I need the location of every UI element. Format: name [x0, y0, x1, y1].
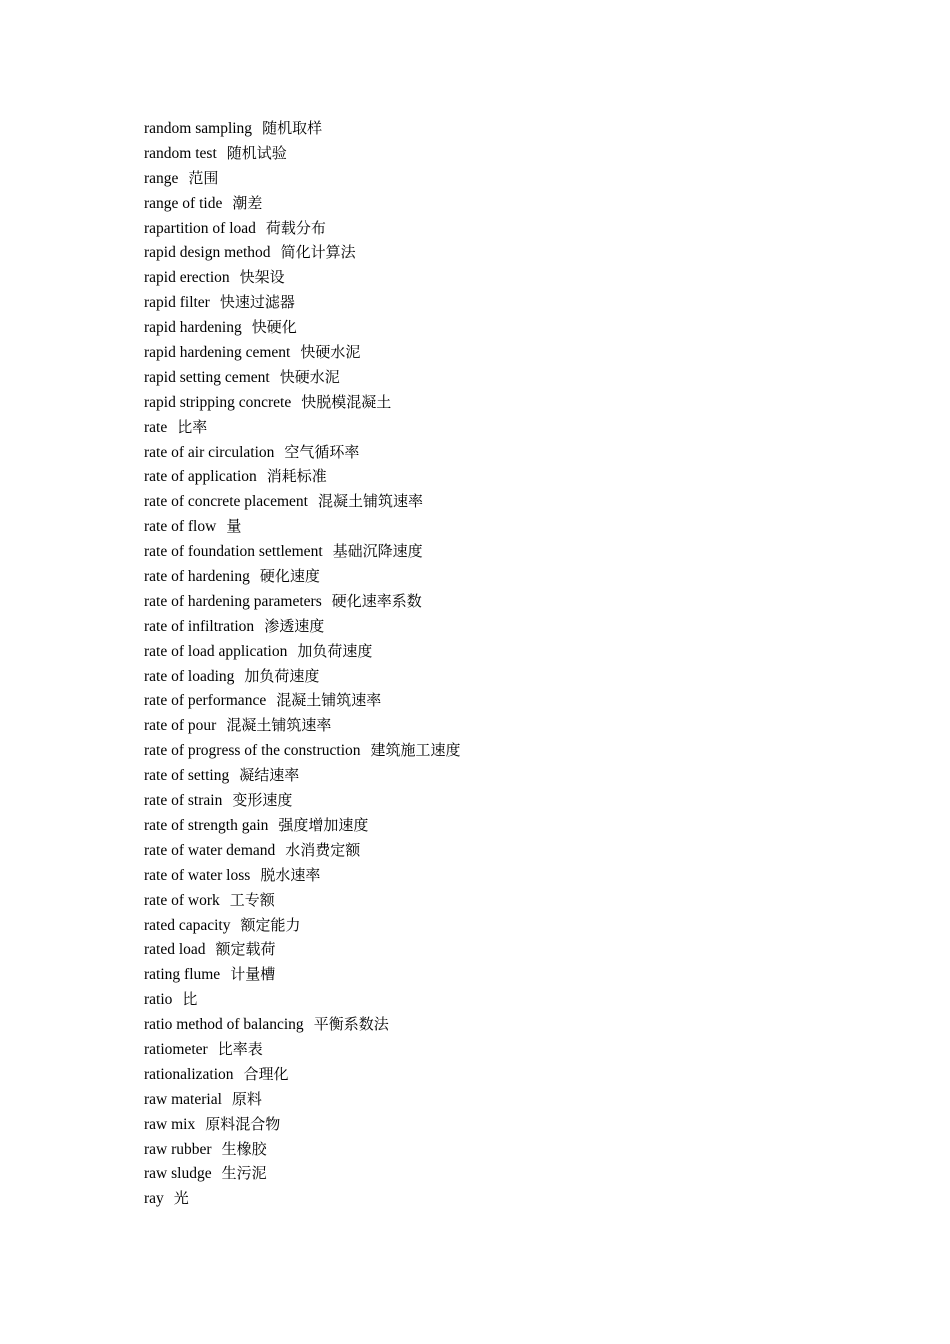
entry-translation: 快硬水泥 — [300, 343, 361, 362]
entry-term: rapid stripping concrete — [144, 393, 292, 411]
entry-term: range — [144, 169, 179, 187]
entry-term: rate of water demand — [144, 841, 276, 859]
entry-translation: 随机取样 — [262, 119, 323, 137]
entry-term: rating flume — [144, 966, 221, 984]
entry-term: rate of hardening parameters — [144, 592, 322, 610]
entry-term: rate of water loss — [144, 866, 251, 884]
entry-translation: 比率表 — [217, 1039, 263, 1058]
glossary-entry — [144, 738, 461, 763]
glossary-entry — [144, 987, 461, 1012]
glossary-entry — [144, 440, 461, 465]
glossary-entry — [144, 514, 461, 539]
glossary-entry — [144, 713, 461, 738]
entry-translation: 随机试验 — [226, 143, 287, 162]
glossary-entry — [144, 415, 461, 440]
entry-translation: 光 — [173, 1189, 189, 1208]
entry-translation: 脱水速率 — [260, 865, 321, 884]
entry-term: rate of progress of the construction — [144, 742, 361, 760]
entry-term: rapartition of load — [144, 219, 256, 237]
glossary-entry — [144, 863, 461, 888]
glossary-entry — [144, 813, 461, 838]
glossary-entry — [144, 365, 461, 390]
entry-term: rate of infiltration — [144, 617, 255, 635]
glossary-entry — [144, 1087, 461, 1112]
glossary-entry — [144, 838, 461, 863]
entry-term: rate of load application — [144, 642, 288, 660]
entry-translation: 快硬化 — [251, 318, 297, 337]
glossary-entry — [144, 1112, 461, 1137]
entry-term: rate of hardening — [144, 568, 250, 586]
entry-translation: 额定载荷 — [215, 940, 276, 959]
entry-term: rapid setting cement — [144, 368, 270, 386]
entry-term: rate of strength gain — [144, 816, 269, 834]
entry-term: rapid hardening cement — [144, 344, 291, 362]
entry-translation: 硬化速率系数 — [331, 591, 422, 610]
entry-translation: 生橡胶 — [221, 1139, 267, 1158]
glossary-entry — [144, 315, 461, 340]
entry-translation: 原料 — [231, 1089, 262, 1108]
entry-term: range of tide — [144, 194, 223, 212]
entry-term: ray — [144, 1190, 164, 1208]
glossary-entry — [144, 539, 461, 564]
glossary-entry — [144, 1186, 461, 1211]
glossary-entry — [144, 1161, 461, 1186]
entry-translation: 凝结速率 — [239, 766, 300, 785]
glossary-entry — [144, 614, 461, 639]
glossary-entry — [144, 937, 461, 962]
entry-translation: 量 — [226, 517, 242, 536]
glossary-entry — [144, 141, 461, 166]
entry-term: rate of work — [144, 891, 220, 909]
glossary-entry — [144, 290, 461, 315]
glossary-entry — [144, 788, 461, 813]
entry-translation: 快脱模混凝土 — [301, 392, 392, 411]
entry-translation: 快速过滤器 — [219, 293, 295, 312]
glossary-entry — [144, 390, 461, 415]
glossary-entry — [144, 1012, 461, 1037]
entry-term: rated load — [144, 941, 206, 959]
glossary-entry — [144, 589, 461, 614]
glossary-entry — [144, 1137, 461, 1162]
entry-term: random test — [144, 144, 217, 162]
glossary-entry — [144, 1062, 461, 1087]
entry-translation: 范围 — [188, 168, 219, 187]
glossary-entry — [144, 116, 461, 141]
glossary-entry — [144, 1037, 461, 1062]
entry-translation: 比 — [182, 990, 198, 1009]
glossary-entry — [144, 191, 461, 216]
entry-translation: 原料混合物 — [205, 1114, 281, 1133]
entry-translation: 比率 — [177, 417, 208, 436]
glossary-entry — [144, 240, 461, 265]
glossary-entry — [144, 265, 461, 290]
entry-translation: 加负荷速度 — [297, 641, 373, 660]
entry-term: rate of setting — [144, 767, 230, 785]
entry-translation: 基础沉降速度 — [332, 542, 423, 561]
entry-translation: 荷载分布 — [265, 218, 326, 237]
entry-term: rated capacity — [144, 916, 231, 934]
entry-translation: 合理化 — [243, 1064, 289, 1083]
entry-term: rapid design method — [144, 244, 271, 262]
entry-translation: 混凝土铺筑速率 — [226, 716, 332, 735]
entry-term: raw mix — [144, 1115, 196, 1133]
entry-term: raw sludge — [144, 1165, 212, 1183]
entry-translation: 混凝土铺筑速率 — [276, 691, 382, 710]
entry-translation: 消耗标准 — [266, 467, 327, 486]
entry-term: rate of application — [144, 468, 257, 486]
glossary-entry — [144, 688, 461, 713]
glossary-entry — [144, 340, 461, 365]
entry-term: rationalization — [144, 1065, 234, 1083]
glossary-entry — [144, 664, 461, 689]
entry-term: rate of performance — [144, 692, 267, 710]
glossary-entry — [144, 888, 461, 913]
glossary-entry — [144, 216, 461, 241]
entry-term: rate of loading — [144, 667, 235, 685]
entry-translation: 硬化速度 — [259, 567, 320, 586]
entry-term: ratiometer — [144, 1040, 208, 1058]
entry-term: rapid filter — [144, 294, 210, 312]
entry-term: random sampling — [144, 120, 253, 137]
entry-translation: 简化计算法 — [280, 243, 356, 262]
entry-term: rapid hardening — [144, 319, 242, 337]
entry-term: raw material — [144, 1090, 222, 1108]
entry-term: rate — [144, 418, 168, 436]
entry-term: ratio — [144, 991, 173, 1009]
glossary-entry — [144, 166, 461, 191]
entry-translation: 生污泥 — [221, 1164, 267, 1183]
glossary-entry — [144, 763, 461, 788]
entry-term: raw rubber — [144, 1140, 212, 1158]
entry-translation: 工专额 — [229, 890, 275, 909]
entry-translation: 混凝土铺筑速率 — [317, 492, 423, 511]
entry-term: rate of foundation settlement — [144, 543, 323, 561]
glossary-entry — [144, 639, 461, 664]
glossary-list — [144, 116, 461, 1211]
entry-term: rate of air circulation — [144, 443, 275, 461]
glossary-entry — [144, 564, 461, 589]
glossary-entry — [144, 464, 461, 489]
entry-term: rate of strain — [144, 792, 223, 810]
entry-translation: 快硬水泥 — [279, 367, 340, 386]
entry-translation: 强度增加速度 — [278, 815, 369, 834]
entry-translation: 建筑施工速度 — [370, 741, 461, 760]
entry-term: rate of pour — [144, 717, 217, 735]
entry-translation: 渗透速度 — [264, 616, 325, 635]
entry-term: rapid erection — [144, 269, 230, 287]
entry-translation: 加负荷速度 — [244, 666, 320, 685]
entry-translation: 额定能力 — [240, 915, 301, 934]
entry-translation: 潮差 — [232, 193, 263, 212]
glossary-entry — [144, 489, 461, 514]
glossary-entry — [144, 962, 461, 987]
entry-term: rate of concrete placement — [144, 493, 308, 511]
glossary-entry — [144, 913, 461, 938]
entry-translation: 空气循环率 — [284, 442, 360, 461]
entry-translation: 计量槽 — [230, 965, 276, 984]
entry-translation: 水消费定额 — [285, 840, 361, 859]
entry-term: ratio method of balancing — [144, 1016, 304, 1034]
entry-translation: 变形速度 — [232, 791, 293, 810]
entry-translation: 平衡系数法 — [313, 1015, 389, 1034]
entry-translation: 快架设 — [239, 268, 285, 287]
entry-term: rate of flow — [144, 518, 217, 536]
